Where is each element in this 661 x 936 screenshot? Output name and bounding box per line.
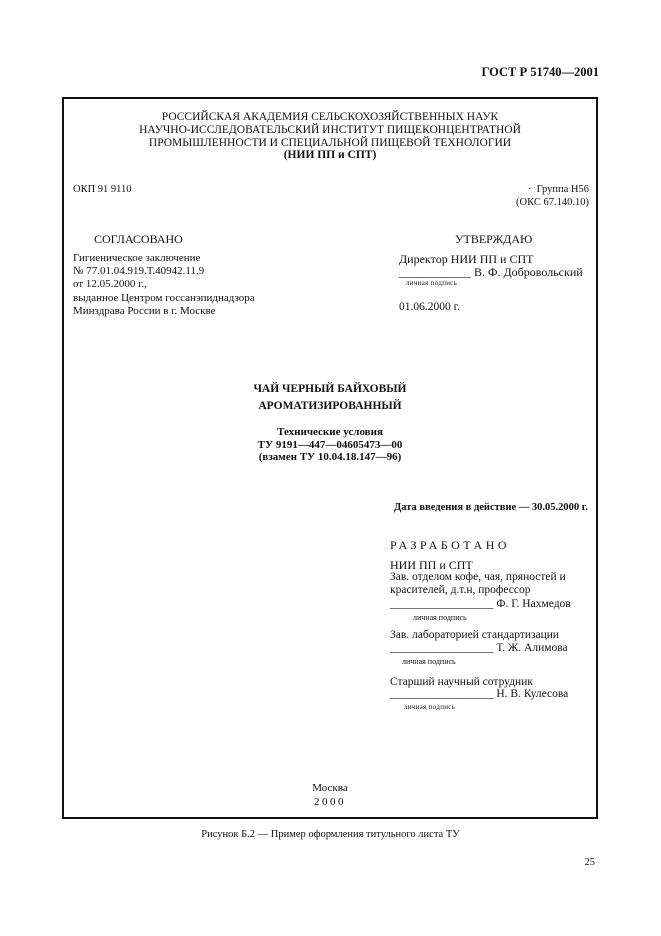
agreed-body	[73, 252, 255, 318]
product-title	[62, 381, 598, 414]
agreed-line: от 12.05.2000 г.,	[73, 278, 147, 291]
group-code: Группа Н56	[536, 184, 589, 195]
page-number: 25	[584, 857, 595, 868]
signature-caption: личная подпись	[402, 657, 456, 666]
developed-heading: РАЗРАБОТАНО	[390, 538, 511, 552]
signature-line: __________________	[390, 642, 494, 654]
okp-code: ОКП 91 9110	[73, 184, 132, 195]
city: Москва	[312, 782, 348, 794]
group-marker: ·	[527, 184, 532, 195]
developer-1-position	[390, 571, 566, 597]
developer-3-position: Старший научный сотрудник	[390, 676, 533, 688]
spec-label: Технические условия	[277, 426, 383, 438]
org-line: ПРОМЫШЛЕННОСТИ И СПЕЦИАЛЬНОЙ ПИЩЕВОЙ ТЕХНОЛОГИИ	[148, 136, 512, 149]
agreed-line: выданное Центром госсанэпиднадзора	[73, 291, 255, 304]
org-line: НАУЧНО-ИССЛЕДОВАТЕЛЬСКИЙ ИНСТИТУТ ПИЩЕКОНЦЕНТРАТНОЙ	[139, 123, 521, 136]
organization-block	[62, 111, 598, 162]
figure-caption: Рисунок Б.2 — Пример оформления титульного листа ТУ	[201, 829, 460, 840]
developer-2-name: Т. Ж. Алимова	[496, 642, 568, 654]
introduction-date: Дата введения в действие — 30.05.2000 г.	[394, 502, 588, 513]
city-year-block	[62, 782, 598, 809]
oks-code: (ОКС 67.140.10)	[516, 197, 589, 208]
signature-caption: личная подпись	[404, 703, 456, 711]
tu-number: ТУ 9191—447—04605473—00	[257, 438, 403, 451]
developer-3-signature-row	[390, 688, 568, 700]
year: 2000	[314, 795, 346, 808]
agreed-line: № 77.01.04.919.Т.40942.11.9	[73, 265, 205, 278]
approve-position: Директор НИИ ПП и СПТ	[399, 252, 534, 266]
developer-2-signature-row	[390, 642, 568, 654]
agreed-line: Минздрава России в г. Москве	[73, 304, 216, 317]
org-abbreviation: (НИИ ПП и СПТ)	[283, 149, 377, 162]
org-line: РОССИЙСКАЯ АКАДЕМИЯ СЕЛЬСКОХОЗЯЙСТВЕННЫХ НАУК	[161, 111, 499, 123]
replaces-tu: (взамен ТУ 10.04.18.147—96)	[258, 451, 402, 464]
agreed-title: СОГЛАСОВАНО	[94, 232, 183, 246]
signature-line: ____________	[399, 265, 471, 279]
position-line: красителей, д.т.н, профессор	[390, 584, 531, 596]
developer-3-name: Н. В. Кулесова	[496, 688, 569, 700]
signature-caption: личная подпись	[406, 279, 458, 287]
group-codes	[516, 183, 589, 209]
position-line: Зав. отделом кофе, чая, пряностей и	[390, 571, 566, 583]
approver-name: В. Ф. Добровольский	[474, 265, 583, 279]
developer-2-position: Зав. лабораторией стандартизации	[390, 629, 560, 641]
developer-org: НИИ ПП и СПТ	[390, 558, 473, 572]
title-line: ЧАЙ ЧЕРНЫЙ БАЙХОВЫЙ	[253, 383, 407, 395]
standard-code: ГОСТ Р 51740—2001	[481, 65, 599, 79]
signature-line: __________________	[390, 598, 494, 610]
signature-line: __________________	[390, 688, 494, 700]
approve-title: УТВЕРЖДАЮ	[455, 232, 533, 246]
title-line: АРОМАТИЗИРОВАННЫЙ	[258, 399, 402, 412]
approve-signature-row	[399, 265, 583, 280]
approve-date: 01.06.2000 г.	[399, 301, 460, 313]
signature-caption: личная подпись	[413, 613, 467, 622]
spec-block	[62, 426, 598, 464]
developer-1-name: Ф. Г. Нахмедов	[496, 598, 571, 610]
agreed-line: Гигиеническое заключение	[73, 252, 201, 264]
developer-1-signature-row	[390, 598, 571, 610]
